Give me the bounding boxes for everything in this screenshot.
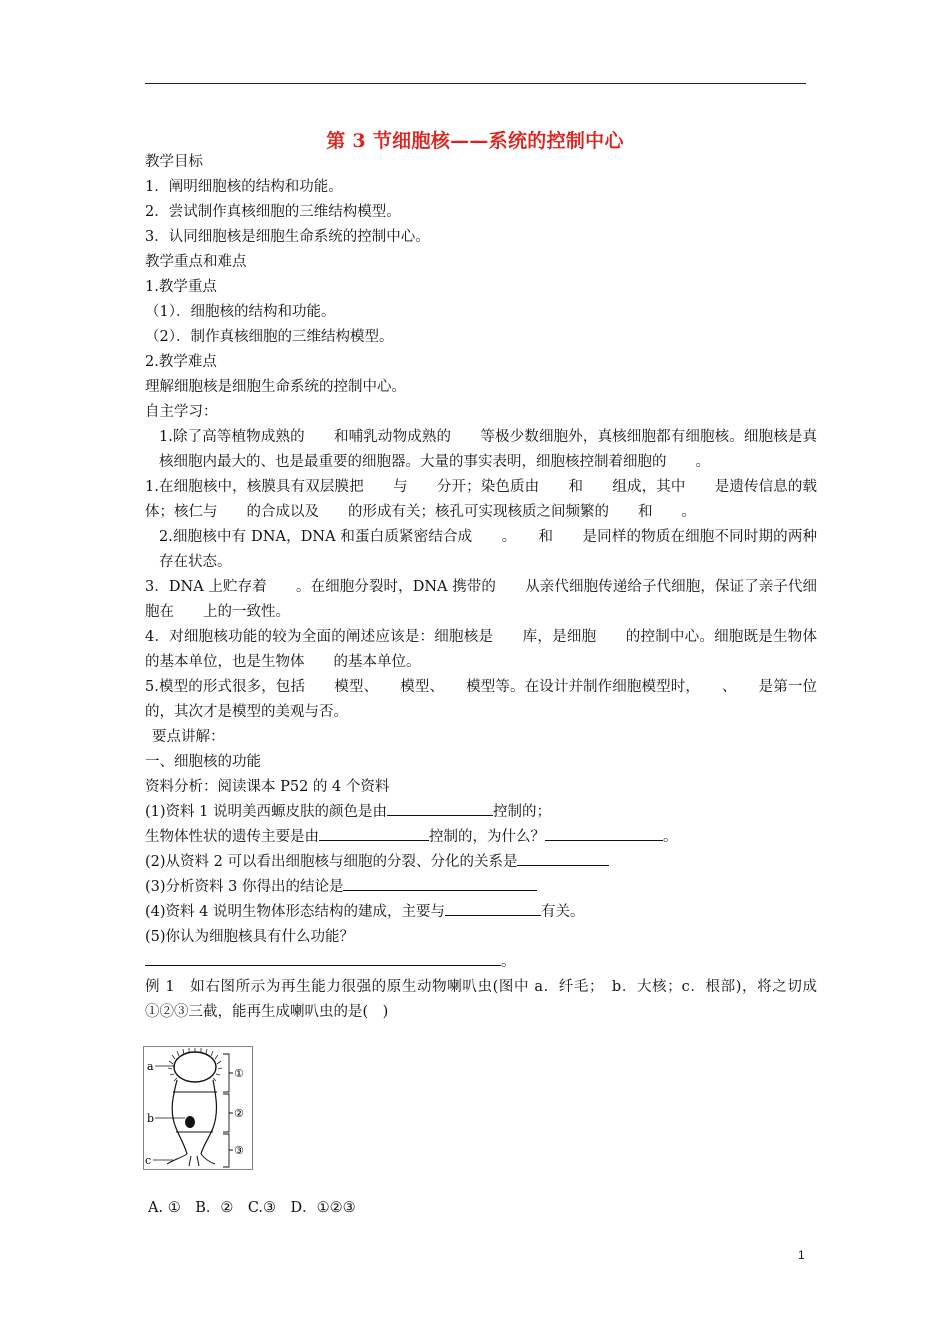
answer-choices: A. ① B．② C.③ D．①②③ <box>148 1200 356 1216</box>
focus-item: （1）．细胞核的结构和功能。 <box>145 304 336 320</box>
self-study-para-4: 3．DNA 上贮存着 。在细胞分裂时，DNA 携带的 从亲代细胞传递给子代细胞，保证了亲子代细胞在 上的一致性。 <box>145 579 817 620</box>
section-heading: 一、细胞核的功能 <box>145 754 261 770</box>
focus-item: （2）．制作真核细胞的三维结构模型。 <box>145 329 394 345</box>
trumpet-animalcule-figure <box>143 1046 253 1170</box>
answer-blank <box>319 826 429 841</box>
goals-heading: 教学目标 <box>145 154 203 170</box>
self-study-para-5: 4．对细胞核功能的较为全面的阐述应该是：细胞核是 库，是细胞 的控制中心。细胞既是生物体 的基本单位，也是生物体 的基本单位。 <box>145 629 846 670</box>
question-4: (4)资料 4 说明生物体形态结构的建成，主要与 有关。 <box>145 900 817 925</box>
example-1-text: 例 1 如右图所示为再生能力很强的原生动物喇叭虫(图中 a．纤毛； b．大核；c．根部)，将之切成①②③三截，能再生成喇叭虫的是( ) <box>145 979 817 1020</box>
header-rule <box>145 83 806 84</box>
difficulty-text: 理解细胞核是细胞生命系统的控制中心。 <box>145 379 406 395</box>
question-5: (5)你认为细胞核具有什么功能？ <box>145 929 355 945</box>
difficulty-heading: 2.教学难点 <box>145 354 217 370</box>
keypoints-heading: 教学重点和难点 <box>145 254 247 270</box>
goal-item: 1．阐明细胞核的结构和功能。 <box>145 179 343 195</box>
material-intro: 资料分析：阅读课本 P52 的 4 个资料 <box>145 779 390 795</box>
self-study-heading: 自主学习： <box>145 404 218 420</box>
goal-item: 2．尝试制作真核细胞的三维结构模型。 <box>145 204 401 220</box>
label-b: b <box>147 1112 155 1125</box>
label-a: a <box>147 1060 154 1073</box>
label-segment-2: ② <box>234 1107 244 1120</box>
question-1b: 生物体性状的遗传主要是由 控制的，为什么？ 。 <box>145 825 817 850</box>
answer-blank <box>387 801 493 816</box>
answer-blank <box>445 901 541 916</box>
document-body <box>145 150 846 1025</box>
self-study-para-3: 2.细胞核中有 DNA，DNA 和蛋白质紧密结合成 。 和 是同样的物质在细胞不同时期的两种存在状态。 <box>159 529 817 570</box>
answer-blank <box>145 951 501 966</box>
self-study-para-2: 1.在细胞核中，核膜具有双层膜把 与 分开；染色质由 和 组成，其中 是遗传信息的载体；核仁与 的合成以及 的形成有关；核孔可实现核质之间频繁的 和 。 <box>145 479 817 520</box>
question-1a: (1)资料 1 说明美西螈皮肤的颜色是由 控制的； <box>145 800 817 825</box>
answer-blank <box>545 826 663 841</box>
goal-item: 3．认同细胞核是细胞生命系统的控制中心。 <box>145 229 430 245</box>
page-title: 第 3 节细胞核——系统的控制中心 <box>326 130 624 152</box>
label-segment-3: ③ <box>234 1144 244 1157</box>
self-study-para-1: 1.除了高等植物成熟的 和哺乳动物成熟的 等极少数细胞外，真核细胞都有细胞核。细胞核是真核细胞内最大的、也是最重要的细胞器。大量的事实表明，细胞核控制着细胞的 。 <box>159 429 817 470</box>
label-c: c <box>145 1154 152 1167</box>
label-segment-1: ① <box>234 1067 244 1080</box>
self-study-para-6: 5.模型的形式很多，包括 模型、 模型、 模型等。在设计并制作细胞模型时， 、 是第一位的，其次才是模型的美观与否。 <box>145 679 817 720</box>
answer-blank <box>517 851 609 866</box>
lecture-heading: 要点讲解： <box>152 729 225 745</box>
focus-heading: 1.教学重点 <box>145 279 217 295</box>
page-number: 1 <box>798 1248 805 1262</box>
answer-blank <box>343 876 537 891</box>
question-3: (3)分析资料 3 你得出的结论是 <box>145 875 817 900</box>
question-2: (2)从资料 2 可以看出细胞核与细胞的分裂、分化的关系是 <box>145 850 817 875</box>
question-5-answer: 。 <box>145 950 817 975</box>
